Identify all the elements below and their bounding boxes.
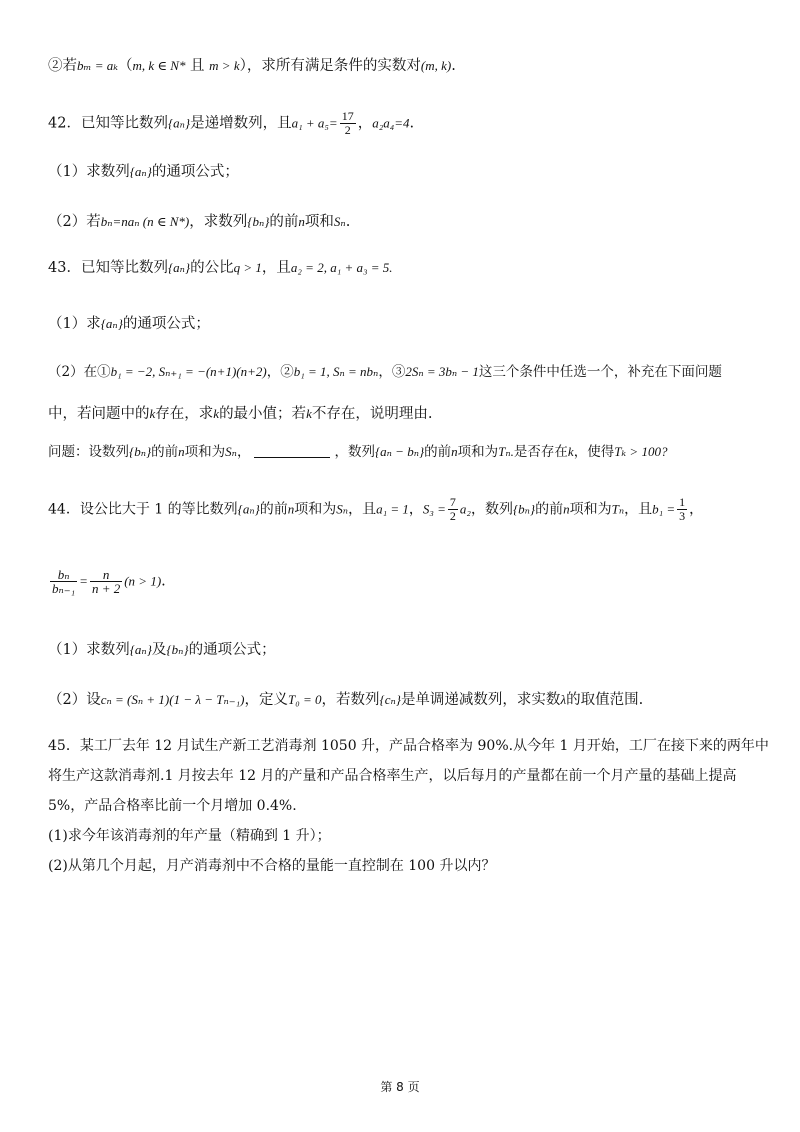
text: ，数列: [334, 444, 375, 460]
math: b₁ = −2, Sₙ₊₁ = −(n+1)(n+2): [110, 364, 267, 379]
math: k: [149, 406, 156, 421]
math: Sₙ: [333, 214, 346, 229]
question-43-problem: [48, 442, 760, 462]
math: m > k: [209, 58, 240, 73]
question-44-part-1: [48, 640, 760, 660]
question-44-recurrence: [48, 568, 760, 595]
fraction-numerator: bₙ: [50, 568, 77, 582]
text: 的前: [424, 444, 452, 460]
fraction-numerator: 7: [449, 495, 456, 509]
fraction-numerator: 17: [341, 109, 354, 123]
math: a₁ = 1: [376, 501, 409, 517]
text: 44．设公比大于 1 的等比数列: [48, 501, 238, 518]
text: 项和: [304, 214, 334, 230]
math: (m, k): [420, 58, 452, 73]
text: 项和为: [569, 501, 612, 518]
math: n: [178, 444, 185, 459]
text: ，: [689, 501, 704, 518]
text: ），求所有满足条件的实数对: [239, 58, 421, 74]
math: λ: [560, 692, 567, 707]
question-41-part-2: [48, 56, 760, 76]
text: ，求数列: [189, 214, 248, 230]
question-44: [48, 496, 760, 523]
math: 2Sₙ = 3bₙ − 1: [405, 364, 479, 379]
math: b₁ =: [652, 501, 676, 517]
fraction-numerator: 1: [679, 495, 686, 509]
math: a₂ = 2, a₁ + a₃ = 5.: [290, 260, 393, 275]
fraction: [340, 110, 356, 137]
fraction: [677, 496, 687, 523]
math: k: [306, 406, 312, 421]
text: ，若数列: [321, 692, 380, 708]
math: {cₙ}: [379, 692, 401, 707]
math: k: [567, 444, 574, 459]
text: 中，若问题中的: [48, 406, 150, 422]
math: (n > 1): [124, 573, 162, 589]
math: S₃ =: [422, 501, 446, 517]
math: a₁ + a₅=: [291, 115, 338, 131]
math: n: [451, 444, 458, 459]
text: ，: [408, 501, 423, 518]
math: {bₙ}: [512, 501, 536, 517]
question-43-part-2-cont: [48, 404, 760, 424]
math: {aₙ}: [237, 501, 260, 517]
math: cₙ = (Sₙ + 1)(1 − λ − Tₙ₋₁): [100, 692, 245, 707]
text: 项和为: [294, 501, 337, 518]
text: 45．某工厂去年 12 月试生产新工艺消毒剂 1050 升，产品合格率为 90%.从今年 1 月开始，工厂在接下来的两年中: [48, 738, 769, 754]
question-45-line-3: [48, 796, 760, 816]
math: =: [79, 573, 88, 589]
fraction-denominator: 2: [344, 123, 351, 137]
math: {aₙ}: [167, 260, 191, 275]
question-42: [48, 110, 760, 137]
fraction-denominator: 3: [679, 509, 686, 523]
math: k: [213, 406, 220, 421]
text: ，且: [348, 501, 377, 518]
question-44-part-2: [48, 690, 760, 710]
question-42-part-2: [48, 212, 760, 232]
text: 的取值范围.: [566, 692, 644, 708]
page-number: 第 8 页: [380, 1080, 420, 1094]
fraction: [448, 496, 458, 523]
text: 问题：设数列: [48, 444, 129, 460]
text: （2）若: [48, 214, 101, 230]
text: 的通项公式；: [151, 164, 239, 180]
question-45-line-2: [48, 766, 760, 786]
text: ，数列: [470, 501, 513, 518]
text: （2）设: [48, 692, 101, 708]
math: n: [287, 501, 295, 517]
math: {bₙ}: [166, 642, 189, 657]
math: m, k ∈ N*: [132, 58, 186, 73]
question-43: [48, 258, 760, 278]
math: b₁ = 1, Sₙ = nbₙ: [293, 364, 379, 379]
fraction: [50, 568, 77, 595]
text: 的最小值；若: [219, 406, 307, 422]
text: ，: [357, 115, 373, 132]
question-42-part-1: [48, 162, 760, 182]
math: Sₙ: [225, 444, 237, 459]
text: 项和为: [184, 444, 226, 460]
text: （: [118, 58, 133, 74]
text: ，且: [261, 260, 291, 276]
fraction-numerator: n: [90, 568, 122, 582]
answer-blank[interactable]: [254, 443, 330, 458]
text: 的通项公式；: [122, 316, 210, 332]
text: 存在，求: [155, 406, 214, 422]
text: 的前: [151, 444, 179, 460]
math: q > 1: [233, 260, 262, 275]
text: （1）求数列: [48, 164, 130, 180]
math: bₘ = aₖ: [77, 58, 118, 73]
text: （1）求: [48, 316, 101, 332]
math: T₀ = 0: [287, 692, 322, 707]
text: .: [161, 573, 166, 590]
text: 项和为: [457, 444, 499, 460]
math: bₙ=naₙ (n ∈ N*): [100, 214, 190, 229]
math: Tₖ > 100?: [614, 444, 668, 459]
fraction-denominator: n + 2: [91, 581, 121, 596]
math: {aₙ}: [129, 164, 152, 179]
text: ②若: [48, 58, 77, 74]
text: 43．已知等比数列: [48, 260, 168, 276]
text: (2)从第几个月起，月产消毒剂中不合格的量能一直控制在 100 升以内？: [48, 858, 496, 874]
math: a₂: [459, 501, 471, 517]
text: ，②: [266, 364, 294, 380]
text: 且: [185, 58, 210, 74]
question-43-part-2: [48, 362, 760, 382]
math: n: [298, 214, 305, 229]
text: 这三个条件中任选一个，补充在下面问题: [478, 364, 722, 380]
fraction-denominator: bₙ₋₁: [52, 581, 76, 596]
math: {bₙ}: [247, 214, 270, 229]
text: 5%，产品合格率比前一个月增加 0.4%.: [48, 798, 297, 814]
math: {aₙ − bₙ}: [374, 444, 425, 459]
text: 是否存在: [513, 444, 568, 460]
text: ，: [236, 444, 251, 460]
text: （1）求数列: [48, 642, 130, 658]
text: 是单调递减数列，求实数: [400, 692, 561, 708]
math: Sₙ: [336, 501, 349, 517]
text: （2）在①: [48, 364, 111, 380]
text: ，定义: [244, 692, 288, 708]
text: 将生产这款消毒剂.1 月按去年 12 月的产量和产品合格率生产，以后每月的产量都在前一个月产量的基础上提高: [48, 768, 737, 784]
math: Tₙ: [611, 501, 625, 517]
math: {bₙ}: [129, 444, 152, 459]
text: 不存在，说明理由.: [311, 406, 433, 422]
text: .: [345, 214, 351, 230]
text: 42．已知等比数列: [48, 115, 168, 132]
text: 的通项公式；: [188, 642, 276, 658]
text: (1)求今年该消毒剂的年产量（精确到 1 升）；: [48, 828, 331, 844]
text: ，且: [624, 501, 653, 518]
text: .: [409, 115, 415, 132]
text: 的前: [259, 501, 288, 518]
math: a₂a₄=4: [372, 115, 410, 131]
question-45-part-2: [48, 856, 760, 876]
question-45-line-1: [48, 736, 769, 756]
text: 及: [151, 642, 167, 658]
text: 是递增数列，且: [190, 115, 292, 132]
text: 的前: [535, 501, 564, 518]
text: ，③: [378, 364, 406, 380]
math: n: [563, 501, 570, 517]
text: .: [451, 58, 456, 74]
question-43-part-1: [48, 314, 760, 334]
math: {aₙ}: [100, 316, 123, 331]
math: {aₙ}: [129, 642, 152, 657]
math: Tₙ.: [498, 444, 514, 459]
question-45-part-1: [48, 826, 760, 846]
text: 的公比: [190, 260, 234, 276]
math: {aₙ}: [167, 115, 191, 131]
text: ，使得: [573, 444, 615, 460]
fraction: [90, 568, 122, 595]
fraction-denominator: 2: [449, 509, 456, 523]
text: 的前: [269, 214, 299, 230]
